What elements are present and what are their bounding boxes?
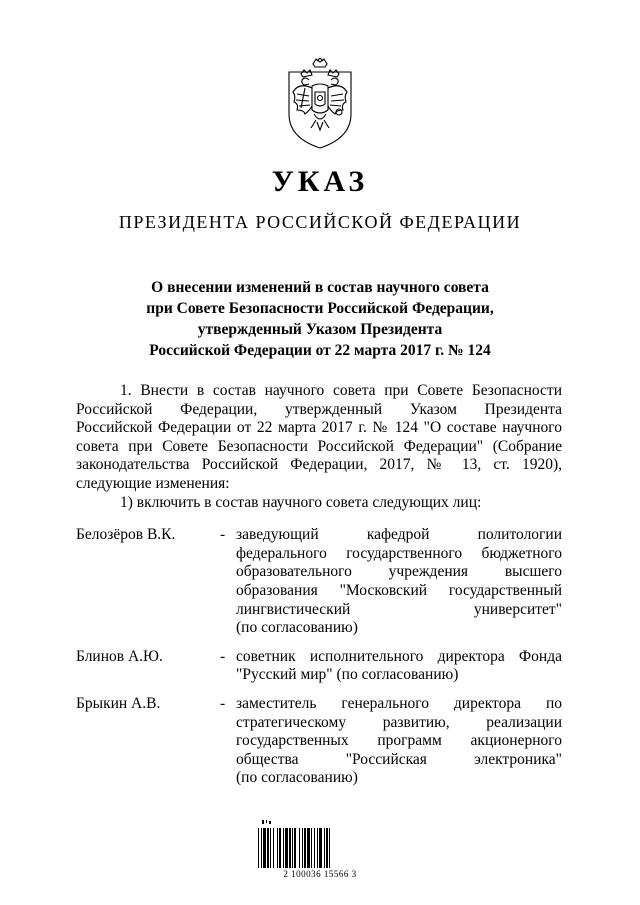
paragraph-line: следующие изменения: — [76, 474, 230, 492]
position-line: советник исполнительного директора Фонда — [236, 647, 562, 665]
barcode-number: 2 100036 15566 3 — [283, 869, 357, 879]
person-dash: - — [220, 694, 226, 712]
paragraph-line: совета при Совете Безопасности Российской Федерации" (Собрание — [76, 437, 562, 455]
person-name: Брыкин А.В. — [76, 694, 161, 712]
person-dash: - — [220, 526, 226, 544]
person-entry — [76, 695, 562, 788]
decree-title: УКАЗ — [271, 165, 369, 198]
decree-subtitle: ПРЕЗИДЕНТА РОССИЙСКОЙ ФЕДЕРАЦИИ — [118, 212, 522, 232]
position-line: федерального государственного бюджетного — [236, 544, 562, 562]
position-line: общества "Российская электроника" — [236, 750, 562, 768]
paragraph-line: 1. Внести в состав научного совета при Совете Безопасности — [120, 382, 562, 399]
coat-of-arms-emblem — [279, 58, 361, 150]
position-line: образования "Московский государственный — [236, 581, 562, 599]
heading-line: утвержденный Указом Президента — [197, 321, 443, 338]
person-name: Белозёров В.К. — [76, 526, 176, 544]
decree-heading — [80, 277, 560, 361]
position-line: (по согласованию) — [236, 769, 358, 787]
person-name: Блинов А.Ю. — [76, 647, 163, 665]
position-line: государственных программ акционерного — [236, 732, 562, 750]
position-line: образовательного учреждения высшего — [236, 563, 562, 581]
position-line: заведующий кафедрой политологии — [236, 526, 562, 544]
person-position — [236, 695, 562, 788]
position-line: заместитель генерального директора по — [236, 694, 562, 712]
paragraph-line: Российской Федерации от 22 марта 2017 г. № 124 "О составе научного — [76, 419, 562, 437]
position-line: "Русский мир" (по согласованию) — [236, 666, 459, 684]
position-line: лингвистический университет" — [236, 600, 562, 618]
person-position — [236, 648, 562, 685]
paragraph-line: законодательства Российской Федерации, 2017, № 13, ст. 1920), — [76, 456, 562, 474]
decree-body — [76, 382, 562, 788]
subparagraph-line: 1) включить в состав научного совета следующих лиц: — [120, 493, 482, 511]
person-entry — [76, 648, 562, 685]
person-dash: - — [220, 647, 226, 665]
position-line: (по согласованию) — [236, 619, 358, 637]
heading-line: при Совете Безопасности Российской Федерации, — [146, 300, 494, 317]
heading-line: Российской Федерации от 22 марта 2017 г. № 124 — [149, 342, 491, 359]
person-position — [236, 526, 562, 638]
heading-line: О внесении изменений в состав научного совета — [151, 279, 489, 296]
person-entry — [76, 526, 562, 638]
position-line: стратегическому развитию, реализации — [236, 713, 562, 731]
paragraph-line: Российской Федерации, утвержденный Указом Президента — [76, 400, 562, 418]
